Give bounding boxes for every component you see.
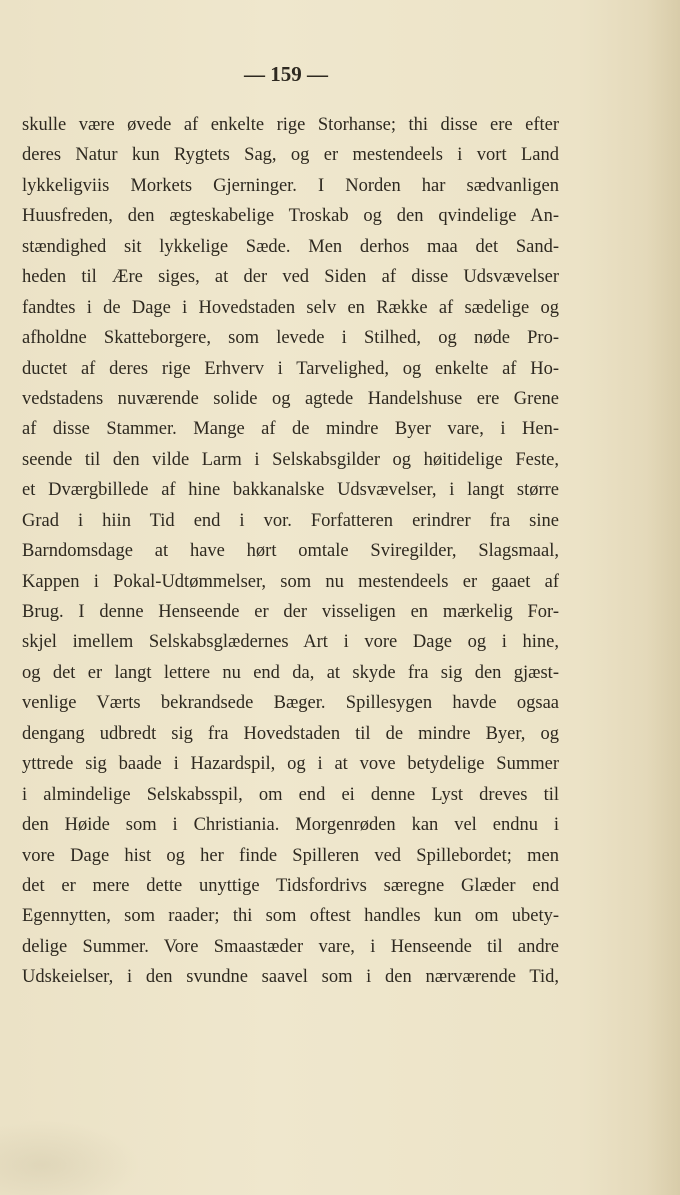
text-line: skulle være øvede af enkelte rige Storhanse; thi disse ere efter bbox=[22, 115, 559, 135]
text-line: den Høide som i Christiania. Morgenrøden kan vel endnu i bbox=[22, 815, 559, 836]
text-line: seende til den vilde Larm i Selskabsgilder og høitidelige Feste, bbox=[22, 449, 559, 470]
text-line: vore Dage hist og her finde Spilleren ved Spillebordet; men bbox=[22, 845, 559, 866]
text-line: stændighed sit lykkelige Sæde. Men derhos maa det Sand- bbox=[22, 236, 559, 257]
text-line: lykkeligviis Morkets Gjerninger. I Norden har sædvanligen bbox=[22, 175, 559, 196]
page-number: — 159 — bbox=[244, 62, 328, 86]
body-text bbox=[22, 110, 559, 993]
text-line: dengang udbredt sig fra Hovedstaden til de mindre Byer, og bbox=[22, 723, 559, 744]
text-line: delige Summer. Vore Smaastæder vare, i Henseende til andre bbox=[22, 936, 559, 957]
text-line: i almindelige Selskabsspil, om end ei denne Lyst dreves til bbox=[22, 784, 559, 805]
text-line: fandtes i de Dage i Hovedstaden selv en Række af sædelige og bbox=[22, 297, 559, 318]
text-line: Udskeielser, i den svundne saavel som i den nærværende Tid, bbox=[22, 967, 559, 988]
text-line: Huusfreden, den ægteskabelige Troskab og den qvindelige An- bbox=[22, 206, 559, 227]
text-line: yttrede sig baade i Hazardspil, og i at vove betydelige Summer bbox=[22, 754, 559, 775]
text-line: venlige Værts bekrandsede Bæger. Spillesygen havde ogsaa bbox=[22, 693, 559, 714]
text-line: Kappen i Pokal-Udtømmelser, som nu mestendeels er gaaet af bbox=[22, 571, 559, 592]
paper-stain bbox=[0, 1120, 140, 1195]
text-line: Brug. I denne Henseende er der visseligen en mærkelig For- bbox=[22, 602, 559, 622]
text-line: af disse Stammer. Mange af de mindre Byer vare, i Hen- bbox=[22, 419, 559, 440]
text-line: ductet af deres rige Erhverv i Tarvelighed, og enkelte af Ho- bbox=[22, 358, 559, 379]
text-line: deres Natur kun Rygtets Sag, og er mestendeels i vort Land bbox=[22, 145, 559, 166]
text-line: Grad i hiin Tid end i vor. Forfatteren erindrer fra sine bbox=[22, 510, 559, 531]
text-line: Barndomsdage at have hørt omtale Sviregilder, Slagsmaal, bbox=[22, 541, 559, 562]
text-line: heden til Ære siges, at der ved Siden af disse Udsvævelser bbox=[22, 267, 559, 288]
text-line: afholdne Skatteborgere, som levede i Stilhed, og nøde Pro- bbox=[22, 328, 559, 349]
text-line: vedstadens nuværende solide og agtede Handelshuse ere Grene bbox=[22, 388, 559, 409]
text-line: et Dværgbillede af hine bakkanalske Udsvævelser, i langt større bbox=[22, 480, 559, 501]
text-line: det er mere dette unyttige Tidsfordrivs særegne Glæder end bbox=[22, 875, 559, 896]
text-line: og det er langt lettere nu end da, at skyde fra sig den gjæst- bbox=[22, 662, 559, 683]
text-line: skjel imellem Selskabsglædernes Art i vore Dage og i hine, bbox=[22, 632, 559, 653]
text-line: Egennytten, som raader; thi som oftest handles kun om ubety- bbox=[22, 906, 559, 927]
